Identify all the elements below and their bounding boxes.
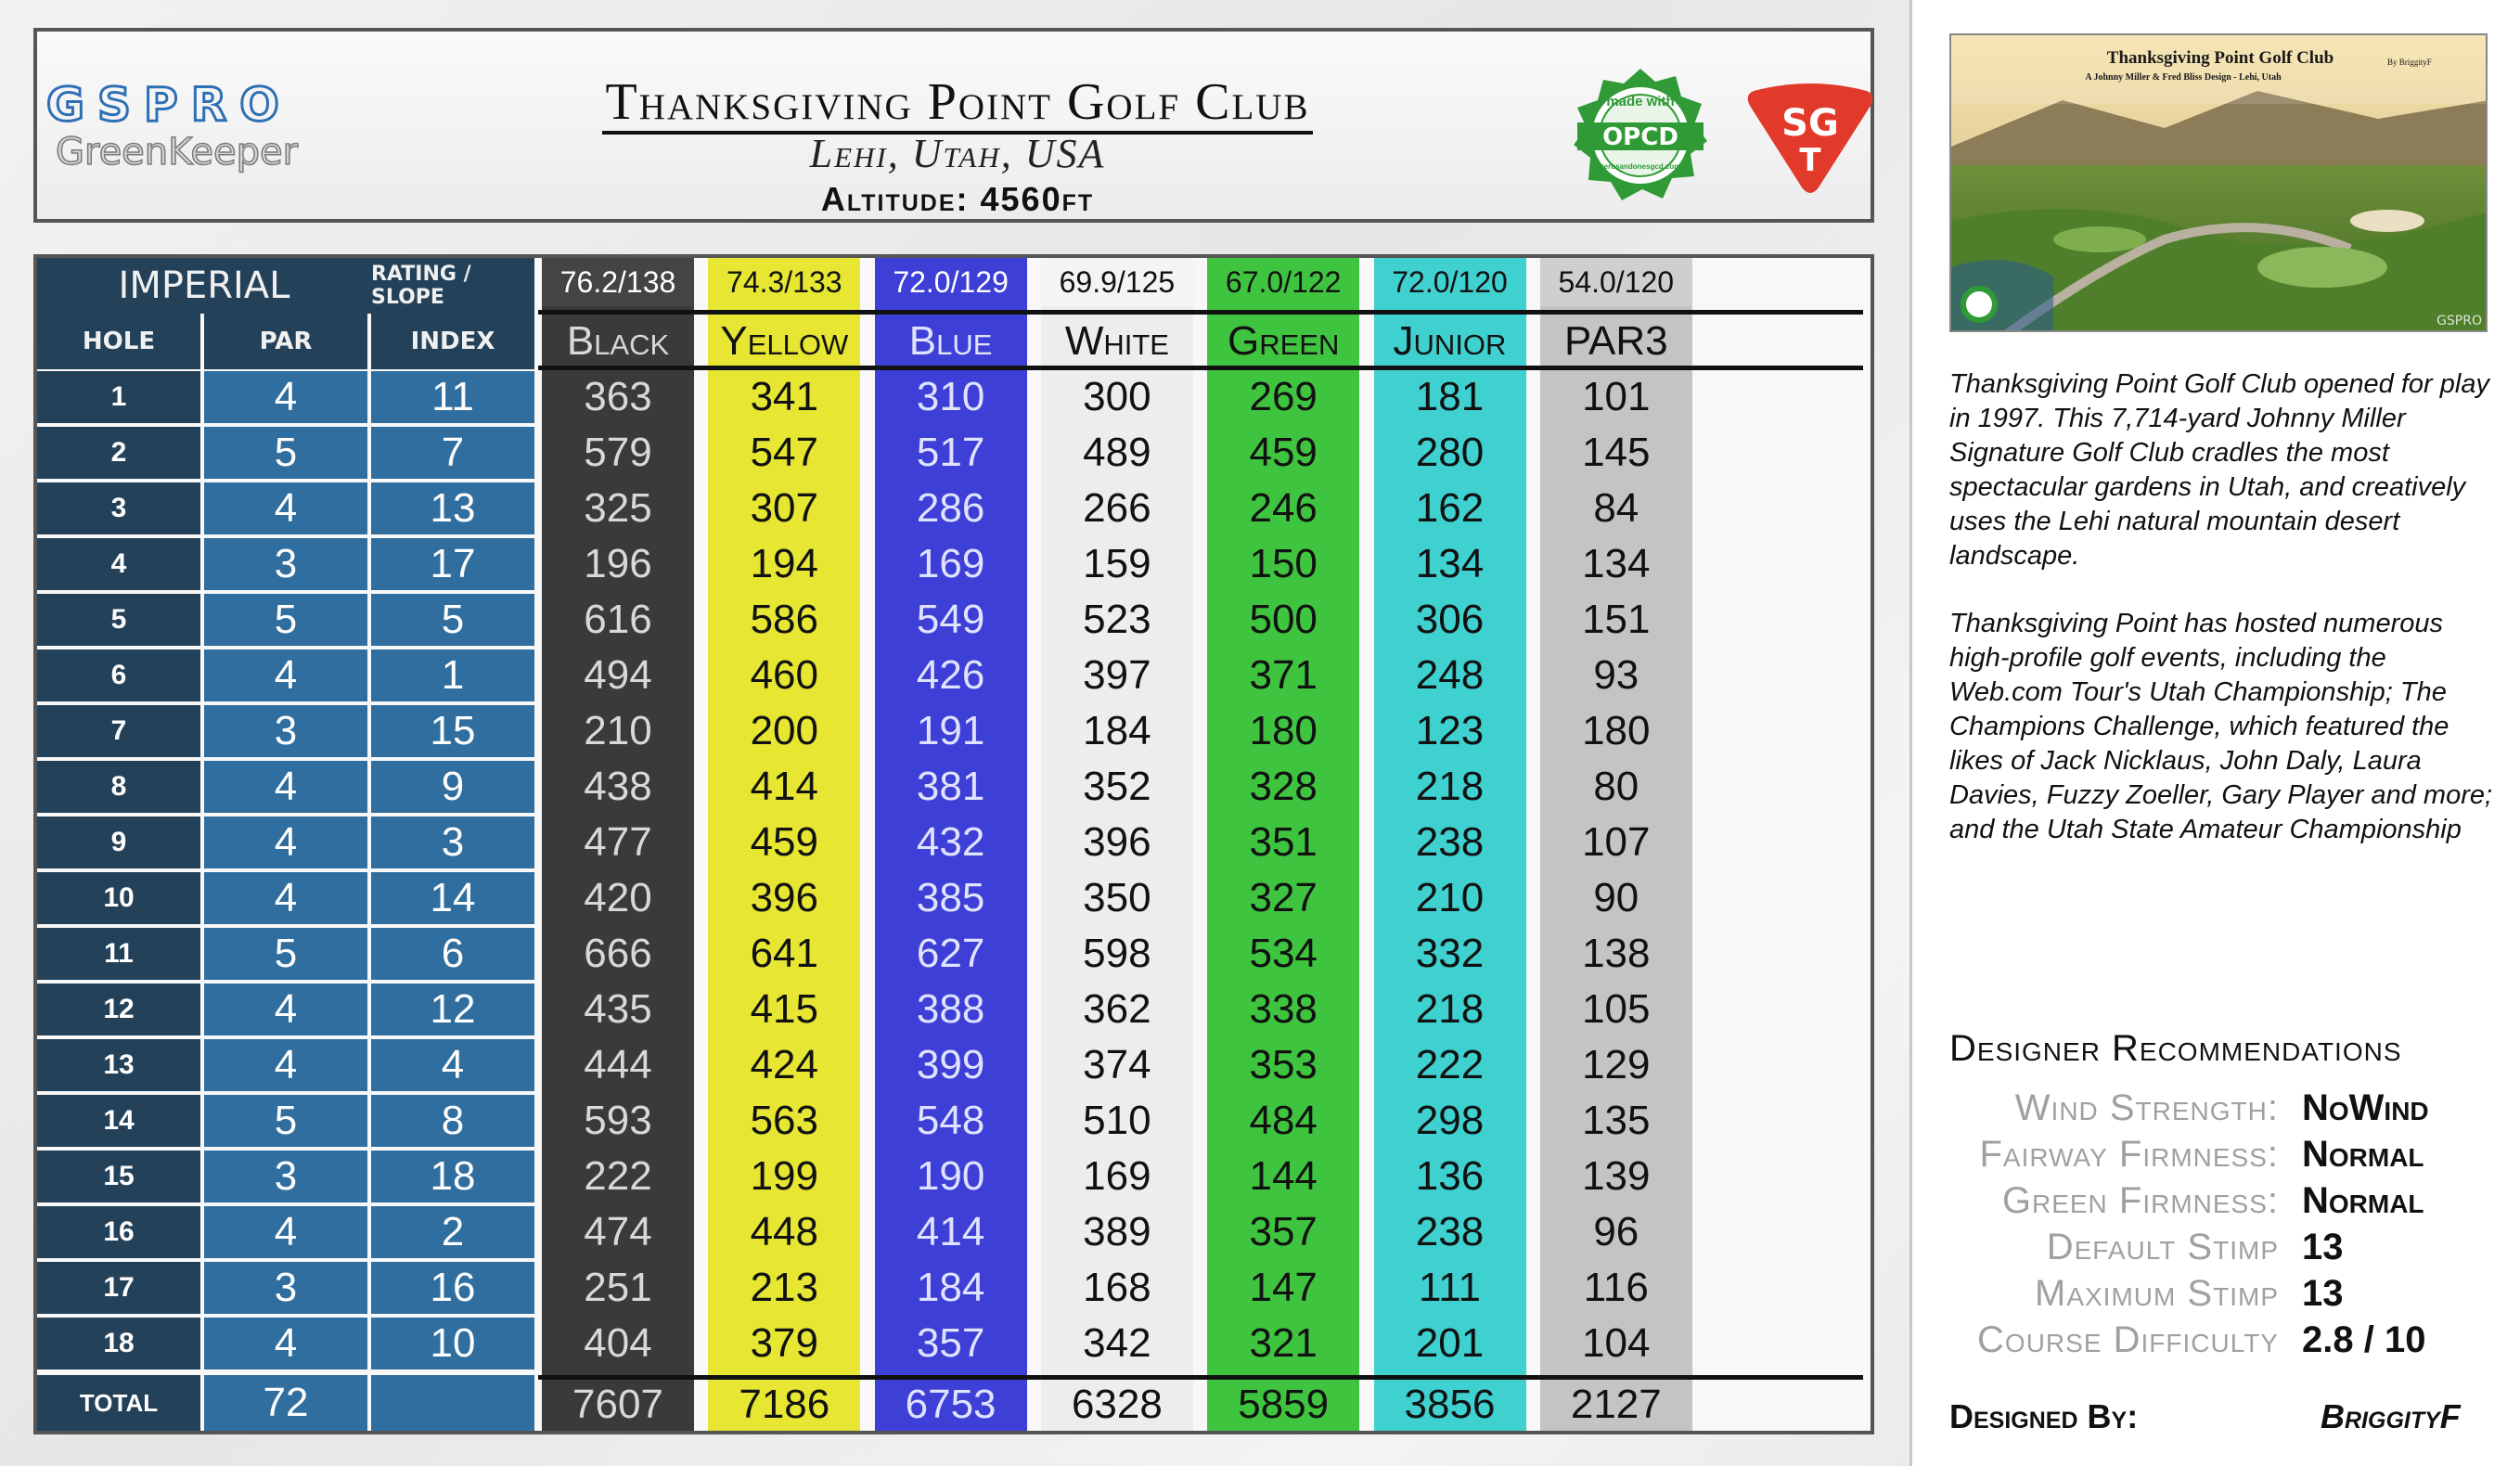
hole-yardage: 357 [916,1320,985,1366]
tee-column-blue [875,258,1027,1431]
hole-yardage: 169 [916,541,985,586]
hole-yardage: 111 [1419,1265,1481,1310]
sgt-badge-bottom-text: T [1799,142,1821,179]
hole-yardage: 218 [1415,986,1485,1032]
hole-number: 18 [37,1318,200,1370]
hole-yardage: 266 [1083,485,1151,531]
total-index-blank [371,1375,534,1431]
header-panel [33,28,1874,223]
recommendation-label: Default Stimp [2046,1227,2279,1267]
hole-yardage: 200 [750,708,818,753]
hole-index: 18 [371,1151,534,1202]
hole-yardage: 238 [1415,1209,1485,1254]
hole-yardage: 325 [584,485,652,531]
hole-index: 10 [371,1318,534,1370]
hole-yardage: 388 [916,986,985,1032]
header-divider [538,310,1863,315]
hole-index: 13 [371,482,534,534]
tee-rating-slope: 72.0/120 [1374,258,1526,306]
hole-yardage: 168 [1083,1265,1151,1310]
hole-yardage: 523 [1083,597,1151,642]
hole-yardage: 459 [750,819,818,865]
total-label: TOTAL [37,1375,200,1431]
course-location: Lehi, Utah, USA [809,131,1106,176]
hole-yardage: 444 [584,1042,652,1087]
hole-yardage: 169 [1083,1153,1151,1199]
tee-total-yardage: 6328 [1071,1382,1163,1427]
designer-name: BriggityF [2321,1397,2461,1435]
sgt-badge-top-text: SG [1781,102,1839,145]
hole-number: 7 [37,705,200,757]
tee-rating-slope: 54.0/120 [1540,258,1692,306]
recommendation-value: NoWind [2302,1087,2429,1128]
hole-yardage: 363 [584,374,652,419]
hole-number: 15 [37,1151,200,1202]
hole-yardage: 362 [1083,986,1151,1032]
hole-yardage: 548 [916,1098,985,1143]
hole-yardage: 280 [1415,430,1485,475]
hole-yardage: 151 [1582,597,1651,642]
hole-yardage: 489 [1083,430,1151,475]
hole-yardage: 327 [1249,875,1318,920]
hole-index: 14 [371,872,534,924]
hole-par: 3 [204,705,367,757]
totals-divider [538,1375,1863,1380]
hole-yardage: 321 [1249,1320,1318,1366]
recommendation-value: 13 [2302,1273,2344,1314]
hole-index: 7 [371,427,534,479]
tee-column-black [542,258,694,1431]
hole-par: 4 [204,817,367,868]
hole-yardage: 500 [1249,597,1318,642]
hole-yardage: 474 [584,1209,652,1254]
tee-column-green [1207,258,1359,1431]
hole-yardage: 90 [1593,875,1639,920]
total-par: 72 [204,1375,367,1431]
hole-par: 4 [204,872,367,924]
hole-yardage: 210 [1415,875,1485,920]
hole-par: 4 [204,1206,367,1258]
hole-yardage: 424 [750,1042,818,1087]
hole-index: 16 [371,1262,534,1314]
hole-number: 13 [37,1039,200,1091]
tee-total-yardage: 6753 [905,1382,996,1427]
opcd-badge-bottom-text: zerosandonesgcd.com [1600,162,1681,171]
tee-name: Yellow [720,318,849,364]
hole-par: 3 [204,1262,367,1314]
hole-yardage: 218 [1415,764,1485,809]
hole-yardage: 181 [1415,374,1485,419]
hole-yardage: 116 [1583,1265,1649,1310]
hole-par: 3 [204,538,367,590]
units-label: IMPERIAL [37,258,371,314]
hole-yardage: 397 [1083,652,1151,698]
course-photo [1949,33,2488,332]
hole-yardage: 159 [1083,541,1151,586]
tee-rating-slope: 72.0/129 [875,258,1027,306]
tee-column-par3 [1540,258,1692,1431]
hole-yardage: 105 [1582,986,1651,1032]
hole-yardage: 139 [1582,1153,1651,1199]
recommendation-value: Normal [2302,1134,2424,1175]
hole-yardage: 201 [1415,1320,1485,1366]
course-aerial-image [1951,35,2488,332]
hole-yardage: 222 [1415,1042,1485,1087]
hole-yardage: 84 [1593,485,1639,531]
hole-index: 4 [371,1039,534,1091]
hole-yardage: 534 [1249,931,1318,976]
hole-yardage: 432 [916,819,985,865]
hole-yardage: 145 [1582,430,1651,475]
course-title-text: Thanksgiving Point Golf Club [602,73,1314,135]
hole-yardage: 184 [916,1265,985,1310]
hole-yardage: 238 [1415,819,1485,865]
hole-yardage: 385 [916,875,985,920]
hole-yardage: 477 [584,819,652,865]
hole-yardage: 134 [1415,541,1485,586]
hole-yardage: 396 [1083,819,1151,865]
hole-yardage: 129 [1582,1042,1651,1087]
tee-total-yardage: 2127 [1570,1382,1662,1427]
sgt-badge-icon [1741,78,1880,199]
hole-yardage: 415 [750,986,818,1032]
tee-total-yardage: 3856 [1404,1382,1496,1427]
hole-par: 4 [204,1039,367,1091]
opcd-badge-icon [1566,65,1715,204]
hole-yardage: 353 [1249,1042,1318,1087]
hole-yardage: 196 [584,541,652,586]
recommendation-label: Green Firmness: [2001,1180,2279,1221]
hole-yardage: 547 [750,430,818,475]
hole-par: 5 [204,594,367,646]
hole-yardage: 147 [1249,1265,1318,1310]
gspro-logo-text: GSPRO [46,78,292,132]
hole-number: 1 [37,371,200,423]
hole-yardage: 666 [584,931,652,976]
recommendation-label: Fairway Firmness: [1979,1134,2279,1175]
hole-yardage: 246 [1249,485,1318,531]
hole-yardage: 180 [1249,708,1318,753]
tee-rating-slope: 74.3/133 [708,258,860,306]
hole-yardage: 310 [916,374,985,419]
recommendation-label: Course Difficulty [1977,1319,2279,1360]
hole-yardage: 138 [1582,931,1651,976]
hole-par: 3 [204,1151,367,1202]
hole-par: 4 [204,1318,367,1370]
hole-yardage: 269 [1249,374,1318,419]
tee-name: Black [566,318,670,364]
hole-yardage: 549 [916,597,985,642]
hole-yardage: 341 [750,374,818,419]
hole-index: 15 [371,705,534,757]
par-column-header: PAR [204,314,367,369]
hole-yardage: 150 [1249,541,1318,586]
hole-number: 10 [37,872,200,924]
hole-yardage: 627 [916,931,985,976]
hole-yardage: 101 [1582,374,1651,419]
hole-yardage: 379 [750,1320,818,1366]
course-altitude: Altitude: 4560ft [820,180,1095,218]
hole-yardage: 96 [1593,1209,1639,1254]
hole-yardage: 459 [1249,430,1318,475]
hole-yardage: 374 [1083,1042,1151,1087]
tee-column-junior [1374,258,1526,1431]
hole-yardage: 286 [916,485,985,531]
tee-column-yellow [708,258,860,1431]
hole-yardage: 448 [750,1209,818,1254]
hole-yardage: 93 [1593,652,1639,698]
tee-name: PAR3 [1563,318,1668,364]
tee-total-yardage: 7607 [572,1382,663,1427]
hole-yardage: 484 [1249,1098,1318,1143]
hole-par: 4 [204,761,367,813]
hole-yardage: 107 [1582,819,1651,865]
hole-index: 9 [371,761,534,813]
hole-yardage: 371 [1249,652,1318,698]
tee-name: Junior [1393,318,1507,364]
photo-subtitle: A Johnny Miller & Fred Bliss Design - Lehi, Utah [2085,72,2282,83]
hole-yardage: 517 [916,430,985,475]
hole-yardage: 438 [584,764,652,809]
course-info-panel [1909,0,2520,1466]
hole-yardage: 593 [584,1098,652,1143]
hole-yardage: 144 [1249,1153,1318,1199]
hole-par: 5 [204,928,367,980]
hole-number: 14 [37,1095,200,1147]
hole-yardage: 352 [1083,764,1151,809]
hole-number: 3 [37,482,200,534]
hole-yardage: 641 [750,931,818,976]
recommendation-label: Maximum Stimp [2035,1273,2279,1314]
hole-number: 11 [37,928,200,980]
tee-name: Green [1228,318,1340,364]
hole-yardage: 191 [916,708,985,753]
hole-number: 6 [37,649,200,701]
hole-index: 17 [371,538,534,590]
hole-number: 4 [37,538,200,590]
hole-number: 9 [37,817,200,868]
hole-yardage: 586 [750,597,818,642]
opcd-badge-main-text: OPCD [1602,123,1678,151]
index-column-header: INDEX [371,314,534,369]
hole-yardage: 351 [1249,819,1318,865]
hole-column-header: HOLE [37,314,200,369]
hole-index: 8 [371,1095,534,1147]
hole-index: 12 [371,984,534,1035]
hole-yardage: 404 [584,1320,652,1366]
hole-yardage: 306 [1415,597,1485,642]
hole-yardage: 180 [1582,708,1651,753]
hole-yardage: 332 [1415,931,1485,976]
hole-yardage: 494 [584,652,652,698]
hole-yardage: 300 [1083,374,1151,419]
hole-yardage: 248 [1415,652,1485,698]
hole-yardage: 420 [584,875,652,920]
hole-yardage: 389 [1083,1209,1151,1254]
tee-total-yardage: 7186 [739,1382,830,1427]
course-description-1: Thanksgiving Point Golf Club opened for play in 1997. This 7,714-yard Johnny Miller Signature Golf Club cradles the most spectacular gardens in Utah, and creatively uses the Lehi natural mountain desert landscape. [1949,369,2489,571]
hole-par: 5 [204,427,367,479]
hole-yardage: 162 [1415,485,1485,531]
hole-yardage: 123 [1415,708,1485,753]
hole-yardage: 190 [916,1153,985,1199]
photo-byline: By BriggityF [2387,58,2432,67]
hole-index: 2 [371,1206,534,1258]
hole-par: 4 [204,984,367,1035]
hole-par: 4 [204,371,367,423]
hole-index: 1 [371,649,534,701]
hole-yardage: 357 [1249,1209,1318,1254]
hole-yardage: 616 [584,597,652,642]
hole-yardage: 338 [1249,986,1318,1032]
tee-total-yardage: 5859 [1238,1382,1330,1427]
hole-yardage: 414 [750,764,818,809]
hole-yardage: 414 [916,1209,985,1254]
hole-index: 5 [371,594,534,646]
hole-yardage: 510 [1083,1098,1151,1143]
hole-yardage: 396 [750,875,818,920]
tee-rating-slope: 67.0/122 [1207,258,1359,306]
hole-yardage: 135 [1582,1098,1651,1143]
hole-index: 11 [371,371,534,423]
recommendation-value: 13 [2302,1227,2344,1267]
hole-yardage: 328 [1249,764,1318,809]
hole-yardage: 435 [584,986,652,1032]
hole-number: 17 [37,1262,200,1314]
opcd-badge-top-text: made with [1606,94,1675,109]
scorecard-table [33,254,1874,1434]
photo-title: Thanksgiving Point Golf Club [2106,48,2334,68]
hole-par: 4 [204,649,367,701]
hole-yardage: 80 [1593,764,1639,809]
hole-yardage: 194 [750,541,818,586]
hole-yardage: 199 [750,1153,818,1199]
recommendation-label: Wind Strength: [2014,1087,2279,1128]
tee-column-white [1041,258,1193,1431]
hole-yardage: 460 [750,652,818,698]
tee-rating-slope: 76.2/138 [542,258,694,306]
hole-yardage: 298 [1415,1098,1485,1143]
hole-yardage: 381 [916,764,985,809]
hole-yardage: 222 [584,1153,652,1199]
tee-name: Blue [908,318,993,364]
hole-number: 8 [37,761,200,813]
tee-name: White [1064,318,1169,364]
hole-par: 5 [204,1095,367,1147]
hole-yardage: 134 [1582,541,1651,586]
designed-by-label: Designed By: [1949,1397,2139,1435]
recommendation-value: Normal [2302,1180,2424,1221]
hole-number: 12 [37,984,200,1035]
hole-number: 5 [37,594,200,646]
names-divider [538,366,1863,370]
hole-number: 16 [37,1206,200,1258]
hole-yardage: 399 [916,1042,985,1087]
hole-yardage: 136 [1415,1153,1485,1199]
rating-slope-label: RATING / SLOPE [371,258,534,314]
hole-number: 2 [37,427,200,479]
hole-yardage: 213 [750,1265,818,1310]
recommendations-title: Designer Recommendations [1949,1028,2402,1069]
hole-index: 6 [371,928,534,980]
hole-yardage: 184 [1083,708,1151,753]
hole-yardage: 307 [750,485,818,531]
hole-yardage: 342 [1083,1320,1151,1366]
hole-yardage: 104 [1582,1320,1651,1366]
hole-yardage: 251 [584,1265,652,1310]
tee-rating-slope: 69.9/125 [1041,258,1193,306]
photo-watermark: GSPRO [2436,314,2482,328]
hole-yardage: 210 [584,708,652,753]
hole-yardage: 563 [750,1098,818,1143]
hole-yardage: 426 [916,652,985,698]
hole-par: 4 [204,482,367,534]
hole-index: 3 [371,817,534,868]
hole-yardage: 579 [584,430,652,475]
hole-yardage: 598 [1083,931,1151,976]
greenkeeper-logo-text: GreenKeeper [56,131,299,174]
recommendation-value: 2.8 / 10 [2302,1319,2426,1360]
course-description-2: Thanksgiving Point has hosted numerous high-profile golf events, including the Web.com Tour's Utah Championship; The Champions Challenge, which featured the likes of Jack Nicklaus, John Daly, Laura Davies, Fuzzy Zoeller, Gary Player and more; and the Utah State Amateur Championship [1949,609,2493,844]
hole-yardage: 350 [1083,875,1151,920]
